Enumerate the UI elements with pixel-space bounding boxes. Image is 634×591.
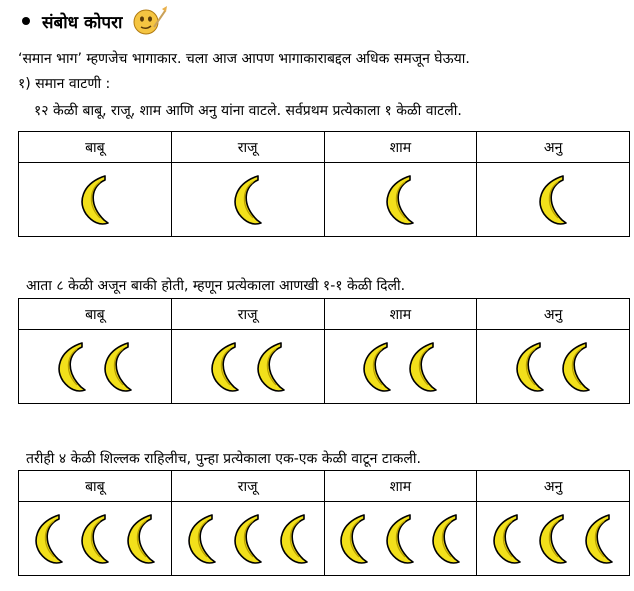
banana-icon [231, 174, 265, 226]
banana-icon [231, 513, 265, 565]
banana-icon [429, 513, 463, 565]
banana-icon [536, 513, 570, 565]
banana-cell [477, 163, 630, 237]
column-header: बाबू [19, 132, 172, 163]
column-header: राजू [171, 132, 324, 163]
banana-icon [559, 341, 593, 393]
banana-cell [19, 502, 172, 576]
thinking-face-icon [132, 5, 168, 37]
banana-icon [360, 341, 394, 393]
column-header: राजू [171, 471, 324, 502]
banana-icon [101, 341, 135, 393]
column-header: शाम [324, 471, 477, 502]
banana-icon [32, 513, 66, 565]
banana-icon [254, 341, 288, 393]
banana-icon [383, 174, 417, 226]
banana-icon [124, 513, 158, 565]
distribution-table-1 [18, 131, 630, 237]
section-heading [22, 4, 168, 38]
banana-icon [490, 513, 524, 565]
column-header: बाबू [19, 299, 172, 330]
banana-cell [171, 330, 324, 404]
column-header: अनु [477, 299, 630, 330]
column-header: शाम [324, 132, 477, 163]
heading-title: संबोध कोपरा [42, 12, 123, 33]
banana-icon [582, 513, 616, 565]
distribution-table-3 [18, 470, 630, 576]
banana-cell [171, 163, 324, 237]
section-caption-2: आता ८ केळी अजून बाकी होती, म्हणून प्रत्येकाला आणखी १-१ केळी दिली. [26, 278, 406, 294]
banana-cell [171, 502, 324, 576]
section-caption-3: तरीही ४ केळी शिल्लक राहिलीच, पुन्हा प्रत्येकाला एक-एक केळी वाटून टाकली. [26, 451, 421, 467]
banana-cell [477, 502, 630, 576]
banana-cell [324, 330, 477, 404]
column-header: बाबू [19, 471, 172, 502]
column-header: अनु [477, 132, 630, 163]
banana-icon [277, 513, 311, 565]
banana-cell [19, 330, 172, 404]
banana-icon [78, 174, 112, 226]
banana-icon [208, 341, 242, 393]
distribution-table-2 [18, 298, 630, 404]
bullet-icon [22, 17, 30, 25]
banana-icon [536, 174, 570, 226]
banana-cell [324, 502, 477, 576]
section-caption-1: १२ केळी बाबू, राजू, शाम आणि अनु यांना वाटले. सर्वप्रथम प्रत्येकाला १ केळी वाटली. [34, 103, 462, 119]
banana-icon [406, 341, 440, 393]
banana-icon [513, 341, 547, 393]
banana-cell [19, 163, 172, 237]
column-header: राजू [171, 299, 324, 330]
banana-icon [383, 513, 417, 565]
banana-icon [337, 513, 371, 565]
banana-icon [55, 341, 89, 393]
banana-icon [185, 513, 219, 565]
banana-icon [78, 513, 112, 565]
column-header: अनु [477, 471, 630, 502]
banana-cell [324, 163, 477, 237]
intro-text: ‘समान भाग’ म्हणजेच भागाकार. चला आज आपण भागाकाराबद्दल अधिक समजून घेऊया. [18, 51, 470, 67]
column-header: शाम [324, 299, 477, 330]
subheading: १) समान वाटणी : [18, 76, 111, 92]
banana-cell [477, 330, 630, 404]
